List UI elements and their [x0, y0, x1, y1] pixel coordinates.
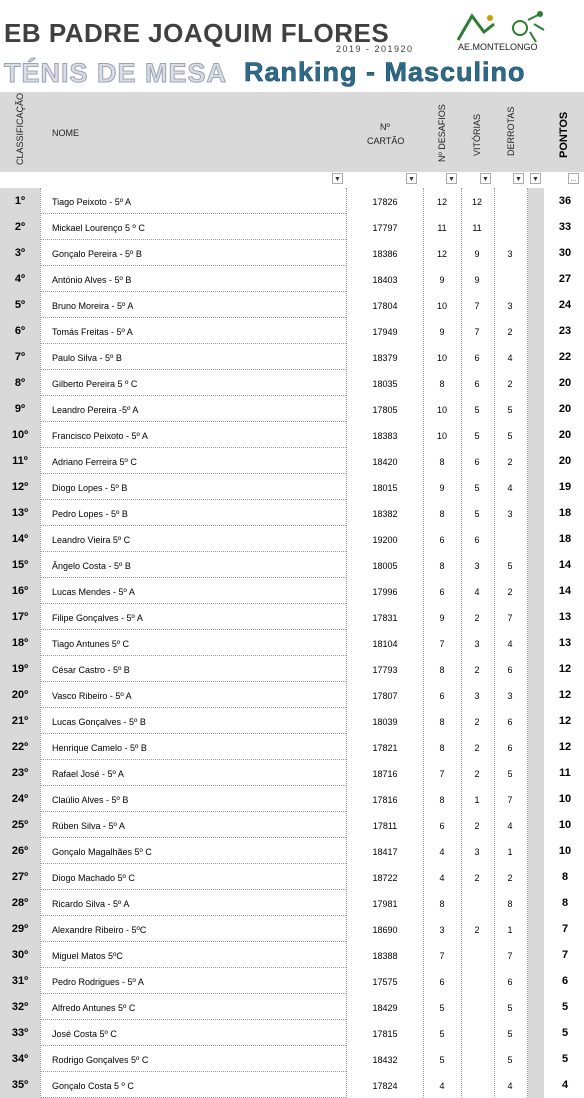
name-cell: Diogo Machado 5º C	[52, 873, 135, 883]
losses-cell: 3	[507, 509, 513, 519]
wins-cell: 12	[471, 197, 482, 207]
rank-cell: 7º	[14, 351, 26, 363]
challenges-cell: 3	[439, 925, 445, 935]
name-cell: José Costa 5º C	[52, 1029, 117, 1039]
column-points-header: PONTOS	[558, 111, 570, 158]
points-cell: 7	[561, 949, 569, 961]
table-row	[0, 968, 584, 994]
points-cell: 18	[558, 533, 572, 545]
losses-cell: 5	[507, 1055, 513, 1065]
sport-title: TÉNIS DE MESA	[4, 58, 228, 88]
card-cell: 18716	[372, 769, 398, 779]
losses-cell: 4	[507, 821, 513, 831]
points-cell: 22	[558, 351, 572, 363]
card-cell: 18015	[372, 483, 398, 493]
rank-cell: 6º	[14, 325, 26, 337]
name-cell: Vasco Ribeiro - 5º A	[52, 691, 132, 701]
losses-cell: 5	[507, 1003, 513, 1013]
table-row	[0, 318, 584, 344]
table-row	[0, 422, 584, 448]
school-year: 2019 - 201920	[336, 44, 414, 54]
points-cell: 30	[558, 247, 572, 259]
name-cell: Ricardo Silva - 5º A	[52, 899, 130, 909]
name-cell: Rafael José - 5º A	[52, 769, 124, 779]
rank-cell: 20º	[11, 689, 29, 701]
points-cell: 36	[558, 195, 572, 207]
points-cell: 6	[561, 975, 569, 987]
challenges-cell: 4	[439, 873, 445, 883]
wins-cell: 9	[474, 249, 480, 259]
challenges-cell: 8	[439, 457, 445, 467]
points-cell: 10	[558, 793, 572, 805]
wins-cell: 2	[474, 613, 480, 623]
filter-name-button[interactable]: ▼	[332, 173, 343, 184]
card-cell: 18722	[372, 873, 398, 883]
logo-text: AE.MONTELONGO	[458, 42, 538, 52]
challenges-cell: 8	[439, 717, 445, 727]
rank-cell: 2º	[14, 221, 26, 233]
rank-cell: 35º	[11, 1079, 29, 1091]
wins-cell: 5	[474, 509, 480, 519]
rank-cell: 27º	[11, 871, 29, 883]
table-row	[0, 188, 584, 214]
challenges-cell: 4	[439, 1081, 445, 1091]
challenges-cell: 9	[439, 275, 445, 285]
points-cell: 8	[561, 871, 569, 883]
challenges-cell: 12	[436, 249, 447, 259]
table-row	[0, 656, 584, 682]
table-row	[0, 812, 584, 838]
points-cell: 14	[558, 559, 572, 571]
challenges-cell: 6	[439, 535, 445, 545]
losses-cell: 2	[507, 327, 513, 337]
table-row	[0, 942, 584, 968]
challenges-cell: 4	[439, 847, 445, 857]
rank-cell: 32º	[11, 1001, 29, 1013]
card-cell: 18039	[372, 717, 398, 727]
table-row	[0, 994, 584, 1020]
points-cell: 20	[558, 403, 572, 415]
table-row	[0, 682, 584, 708]
table-row	[0, 1072, 584, 1098]
points-cell: 12	[558, 715, 572, 727]
rank-cell: 23º	[11, 767, 29, 779]
points-cell: 20	[558, 455, 572, 467]
wins-cell: 5	[474, 483, 480, 493]
losses-cell: 5	[507, 1029, 513, 1039]
losses-cell: 4	[507, 483, 513, 493]
wins-cell: 3	[474, 639, 480, 649]
points-cell: 19	[558, 481, 572, 493]
rank-cell: 15º	[11, 559, 29, 571]
challenges-cell: 8	[439, 379, 445, 389]
losses-cell: 6	[507, 717, 513, 727]
points-cell: 20	[558, 377, 572, 389]
name-cell: Claúlio Alves - 5º B	[52, 795, 129, 805]
column-name-header: NOME	[52, 128, 79, 138]
card-cell: 18379	[372, 353, 398, 363]
losses-cell: 2	[507, 873, 513, 883]
points-cell: 24	[558, 299, 572, 311]
challenges-cell: 6	[439, 821, 445, 831]
rank-cell: 14º	[11, 533, 29, 545]
wins-cell: 4	[474, 587, 480, 597]
wins-cell: 2	[474, 769, 480, 779]
rank-cell: 3º	[14, 247, 26, 259]
points-cell: 5	[561, 1027, 569, 1039]
name-cell: Pedro Lopes - 5º B	[52, 509, 128, 519]
name-cell: Miguel Matos 5ºC	[52, 951, 123, 961]
card-cell: 17981	[372, 899, 398, 909]
rank-cell: 19º	[11, 663, 29, 675]
challenges-cell: 8	[439, 743, 445, 753]
column-card-header-line2: CARTÃO	[367, 136, 405, 146]
losses-cell: 1	[507, 925, 513, 935]
name-cell: Paulo Silva - 5º B	[52, 353, 122, 363]
card-cell: 17949	[372, 327, 398, 337]
name-cell: António Alves - 5º B	[52, 275, 132, 285]
points-cell: 10	[558, 819, 572, 831]
challenges-cell: 10	[436, 353, 447, 363]
challenges-cell: 11	[437, 223, 447, 233]
table-row	[0, 370, 584, 396]
card-cell: 17805	[372, 405, 398, 415]
column-challenges-header: Nº DESAFIOS	[437, 104, 447, 162]
challenges-cell: 8	[439, 795, 445, 805]
school-name: EB PADRE JOAQUIM FLORES	[4, 18, 390, 48]
table-row	[0, 448, 584, 474]
wins-cell: 6	[474, 353, 480, 363]
rank-cell: 31º	[11, 975, 29, 987]
rank-cell: 1º	[14, 195, 26, 207]
challenges-cell: 9	[439, 613, 445, 623]
challenges-cell: 7	[439, 951, 445, 961]
wins-cell: 9	[474, 275, 480, 285]
challenges-cell: 8	[439, 509, 445, 519]
losses-cell: 7	[507, 613, 513, 623]
wins-cell: 3	[474, 847, 480, 857]
name-cell: Rúben Silva - 5º A	[52, 821, 125, 831]
challenges-cell: 12	[436, 197, 447, 207]
column-wins-header: VITÓRIAS	[472, 113, 482, 156]
card-cell: 17824	[372, 1081, 398, 1091]
name-cell: Adriano Ferreira 5º C	[52, 457, 137, 467]
column-card-header-line1: Nº	[380, 122, 390, 132]
column-rank-header: CLASSIFICAÇÃO	[15, 92, 25, 165]
losses-cell: 2	[507, 457, 513, 467]
column-losses-header: DERROTAS	[506, 106, 516, 156]
challenges-cell: 9	[439, 327, 445, 337]
points-cell: 18	[558, 507, 572, 519]
name-cell: Francisco Peixoto - 5º A	[52, 431, 148, 441]
name-cell: Lucas Gonçalves - 5º B	[52, 717, 146, 727]
challenges-cell: 10	[436, 301, 447, 311]
challenges-cell: 6	[439, 587, 445, 597]
table-row	[0, 396, 584, 422]
rank-cell: 9º	[14, 403, 26, 415]
card-cell: 18432	[372, 1055, 398, 1065]
rank-cell: 29º	[11, 923, 29, 935]
losses-cell: 3	[507, 301, 513, 311]
table-row	[0, 604, 584, 630]
table-row	[0, 526, 584, 552]
table-row	[0, 240, 584, 266]
wins-cell: 1	[474, 795, 480, 805]
table-row	[0, 292, 584, 318]
name-cell: Alexandre Ribeiro - 5ºC	[52, 925, 147, 935]
name-cell: Tiago Antunes 5º C	[52, 639, 130, 649]
card-cell: 17807	[372, 691, 398, 701]
filter-row	[0, 172, 584, 188]
losses-cell: 6	[507, 665, 513, 675]
table-row	[0, 500, 584, 526]
challenges-cell: 6	[439, 977, 445, 987]
rank-cell: 4º	[14, 273, 26, 285]
card-cell: 18104	[372, 639, 398, 649]
rank-cell: 33º	[11, 1027, 29, 1039]
rank-cell: 22º	[11, 741, 29, 753]
name-cell: Bruno Moreira - 5º A	[52, 301, 134, 311]
filter-points-button[interactable]: …	[568, 173, 579, 184]
name-cell: Diogo Lopes - 5º B	[52, 483, 128, 493]
table-row	[0, 344, 584, 370]
wins-cell: 2	[474, 925, 480, 935]
challenges-cell: 7	[439, 769, 445, 779]
ranking-title: Ranking - Masculino	[244, 57, 526, 87]
challenges-cell: 8	[439, 561, 445, 571]
card-cell: 18429	[372, 1003, 398, 1013]
points-cell: 27	[558, 273, 572, 285]
name-cell: Lucas Mendes - 5º A	[52, 587, 135, 597]
card-cell: 18383	[372, 431, 398, 441]
card-cell: 17575	[372, 977, 398, 987]
card-cell: 18417	[372, 847, 398, 857]
rank-cell: 30º	[11, 949, 29, 961]
losses-cell: 1	[507, 847, 513, 857]
losses-cell: 4	[507, 1081, 513, 1091]
table-header	[0, 92, 584, 188]
losses-cell: 4	[507, 639, 513, 649]
losses-cell: 4	[507, 353, 513, 363]
name-cell: César Castro - 5º B	[52, 665, 130, 675]
challenges-cell: 10	[436, 431, 447, 441]
table-row	[0, 266, 584, 292]
losses-cell: 2	[507, 379, 513, 389]
rank-cell: 34º	[11, 1053, 29, 1065]
points-cell: 10	[558, 845, 572, 857]
table-row	[0, 890, 584, 916]
challenges-cell: 5	[439, 1055, 445, 1065]
points-cell: 13	[558, 611, 572, 623]
challenges-cell: 8	[439, 665, 445, 675]
card-cell: 17821	[372, 743, 398, 753]
name-cell: Pedro Rodrigues - 5º A	[52, 977, 144, 987]
card-cell: 18035	[372, 379, 398, 389]
table-row	[0, 214, 584, 240]
rank-cell: 28º	[11, 897, 29, 909]
card-cell: 17816	[372, 795, 398, 805]
points-cell: 14	[558, 585, 572, 597]
points-cell: 20	[558, 429, 572, 441]
challenges-cell: 8	[439, 899, 445, 909]
name-cell: Mickael Lourenço 5 º C	[52, 223, 145, 233]
rank-cell: 16º	[11, 585, 29, 597]
filter-losses-button[interactable]: ▼	[513, 173, 524, 184]
name-cell: Leandro Pereira -5º A	[52, 405, 139, 415]
points-cell: 12	[558, 741, 572, 753]
rank-cell: 12º	[11, 481, 29, 493]
losses-cell: 2	[507, 587, 513, 597]
rank-cell: 17º	[11, 611, 29, 623]
rank-cell: 25º	[11, 819, 29, 831]
name-cell: Ângelo Costa - 5º B	[52, 561, 131, 571]
challenges-cell: 5	[439, 1003, 445, 1013]
losses-cell: 6	[507, 743, 513, 753]
points-cell: 11	[559, 767, 571, 779]
wins-cell: 3	[474, 691, 480, 701]
table-row	[0, 552, 584, 578]
name-cell: Tiago Peixoto - 5º A	[52, 197, 131, 207]
card-cell: 18005	[372, 561, 398, 571]
table-row	[0, 1020, 584, 1046]
page-header	[0, 0, 584, 92]
rank-cell: 11º	[12, 455, 28, 467]
challenges-cell: 6	[439, 691, 445, 701]
points-cell: 13	[558, 637, 572, 649]
losses-cell: 7	[507, 795, 513, 805]
wins-cell: 2	[474, 665, 480, 675]
points-cell: 5	[561, 1001, 569, 1013]
losses-cell: 5	[507, 405, 513, 415]
table-row	[0, 838, 584, 864]
losses-cell: 7	[507, 951, 513, 961]
table-row	[0, 474, 584, 500]
filter-wins-button[interactable]: ▼	[480, 173, 491, 184]
wins-cell: 2	[474, 743, 480, 753]
wins-cell: 2	[474, 873, 480, 883]
rank-cell: 13º	[11, 507, 29, 519]
points-cell: 33	[558, 221, 572, 233]
card-cell: 17815	[372, 1029, 398, 1039]
name-cell: Gonçalo Pereira - 5º B	[52, 249, 142, 259]
card-cell: 17831	[372, 613, 398, 623]
filter-card-button[interactable]: ▼	[406, 173, 417, 184]
wins-cell: 6	[474, 535, 480, 545]
points-cell: 12	[558, 689, 572, 701]
name-cell: Rodrigo Gonçalves 5º C	[52, 1055, 149, 1065]
name-cell: Gonçalo Magalhães 5º C	[52, 847, 152, 857]
table-row	[0, 760, 584, 786]
wins-cell: 2	[474, 821, 480, 831]
wins-cell: 7	[474, 327, 480, 337]
rank-cell: 24º	[11, 793, 29, 805]
points-cell: 12	[558, 663, 572, 675]
rank-cell: 18º	[11, 637, 29, 649]
table-row	[0, 1046, 584, 1072]
table-row	[0, 578, 584, 604]
card-cell: 17797	[372, 223, 398, 233]
card-cell: 17793	[372, 665, 398, 675]
wins-cell: 6	[474, 379, 480, 389]
card-cell: 19200	[372, 535, 398, 545]
losses-cell: 6	[507, 977, 513, 987]
wins-cell: 11	[472, 223, 482, 233]
card-cell: 18690	[372, 925, 398, 935]
challenges-cell: 10	[436, 405, 447, 415]
challenges-cell: 9	[439, 483, 445, 493]
filter-extra-button[interactable]: ▼	[530, 173, 541, 184]
points-cell: 23	[558, 325, 572, 337]
card-cell: 17804	[372, 301, 398, 311]
points-cell: 8	[561, 897, 569, 909]
points-cell: 4	[561, 1079, 569, 1091]
table-row	[0, 708, 584, 734]
name-cell: Henrique Camelo - 5º B	[52, 743, 147, 753]
points-cell: 7	[561, 923, 569, 935]
table-row	[0, 734, 584, 760]
wins-cell: 5	[474, 405, 480, 415]
wins-cell: 3	[474, 561, 480, 571]
card-cell: 18382	[372, 509, 398, 519]
table-row	[0, 864, 584, 890]
name-cell: Filipe Gonçalves - 5º A	[52, 613, 143, 623]
losses-cell: 5	[507, 431, 513, 441]
rank-cell: 10º	[11, 429, 29, 441]
rank-cell: 26º	[11, 845, 29, 857]
losses-cell: 3	[507, 249, 513, 259]
rank-cell: 21º	[11, 715, 29, 727]
table-row	[0, 786, 584, 812]
card-cell: 18386	[372, 249, 398, 259]
name-cell: Gilberto Pereira 5 º C	[52, 379, 138, 389]
rank-cell: 8º	[14, 377, 26, 389]
card-cell: 17996	[372, 587, 398, 597]
wins-cell: 7	[474, 301, 480, 311]
card-cell: 17826	[372, 197, 398, 207]
card-cell: 18403	[372, 275, 398, 285]
challenges-cell: 5	[439, 1029, 445, 1039]
name-cell: Alfredo Antunes 5º C	[52, 1003, 136, 1013]
name-cell: Gonçalo Costa 5 º C	[52, 1081, 134, 1091]
wins-cell: 2	[474, 717, 480, 727]
losses-cell: 5	[507, 561, 513, 571]
rank-cell: 5º	[14, 299, 26, 311]
card-cell: 17811	[372, 821, 398, 831]
filter-challenges-button[interactable]: ▼	[446, 173, 457, 184]
losses-cell: 8	[507, 899, 513, 909]
points-cell: 5	[561, 1053, 569, 1065]
card-cell: 18388	[372, 951, 398, 961]
challenges-cell: 7	[439, 639, 445, 649]
card-cell: 18420	[372, 457, 398, 467]
wins-cell: 5	[474, 431, 480, 441]
wins-cell: 6	[474, 457, 480, 467]
table-row	[0, 630, 584, 656]
table-row	[0, 916, 584, 942]
losses-cell: 3	[507, 691, 513, 701]
name-cell: Tomás Freitas - 5º A	[52, 327, 133, 337]
losses-cell: 5	[507, 769, 513, 779]
name-cell: Leandro Vieira 5º C	[52, 535, 131, 545]
